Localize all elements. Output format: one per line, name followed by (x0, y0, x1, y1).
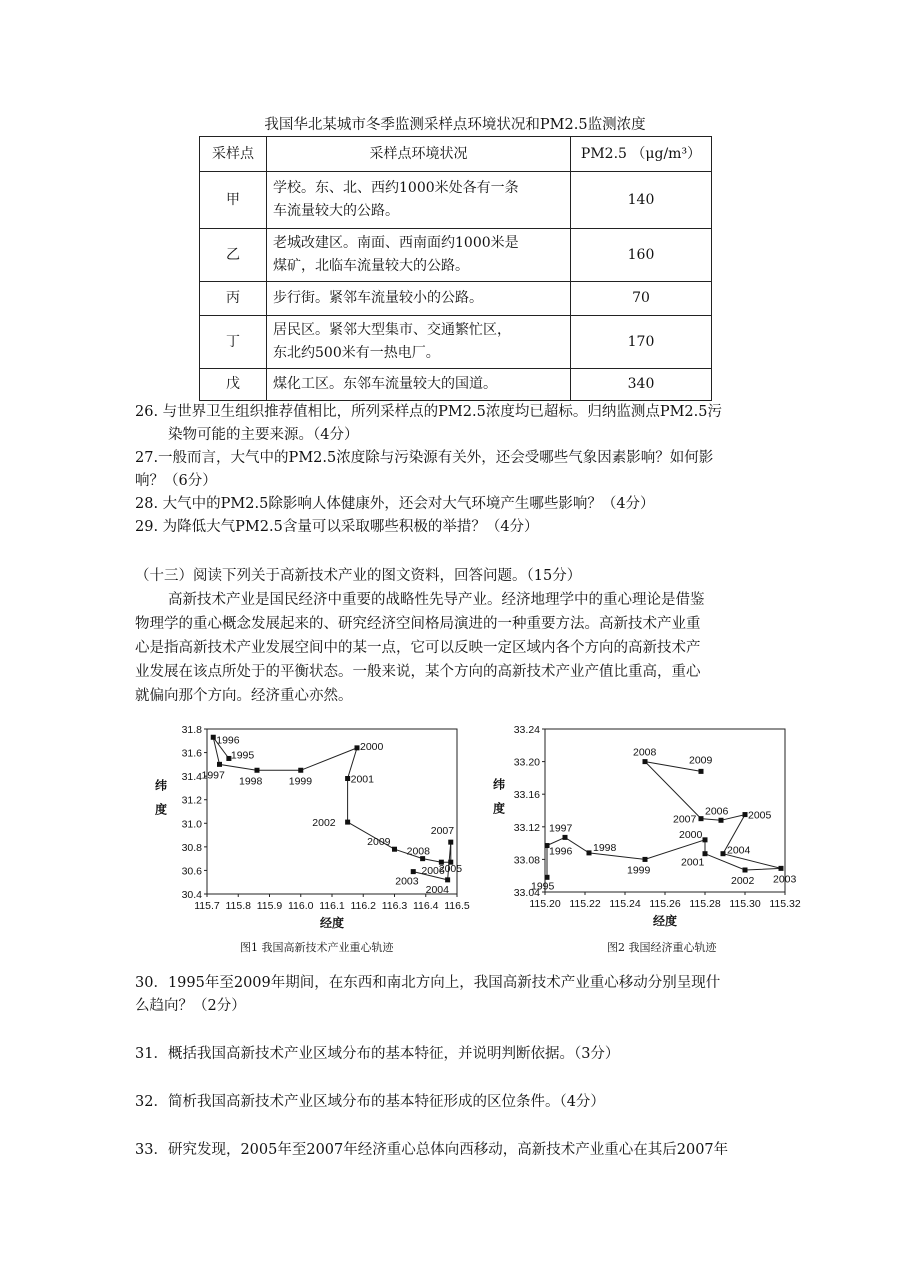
pm-cell: 70 (571, 282, 712, 316)
point-label: 1996 (216, 734, 240, 747)
data-point (345, 776, 350, 781)
question-30-cont: 么趋向？（2分） (135, 998, 246, 1014)
data-point (743, 867, 748, 872)
env-cell (267, 316, 571, 369)
y-tick-label: 33.04 (513, 887, 540, 899)
x-tick-label: 115.28 (689, 898, 721, 910)
table-row (200, 369, 712, 401)
point-label: 2002 (731, 874, 755, 887)
paragraph-line: 业发展在该点所处于的平衡状态。一般来说，某个方向的高新技术产业产值比重高，重心 (135, 664, 701, 680)
env-line: 居民区。紧邻大型集市、交通繁忙区， (273, 322, 511, 338)
y-axis-title: 度 (154, 802, 168, 817)
y-tick-label: 33.20 (513, 756, 540, 769)
point-label: 2003 (395, 875, 419, 888)
x-tick-label: 116.0 (288, 900, 314, 912)
data-point (643, 857, 648, 862)
chart2-caption: 图2 我国经济重心轨迹 (607, 941, 717, 954)
data-point (587, 850, 592, 855)
site-cell: 丙 (200, 282, 267, 316)
question-30: 30．1995年至2009年期间，在东西和南北方向上，我国高新技术产业重心移动分别呈现什 (135, 975, 721, 991)
question-33: 33．研究发现，2005年至2007年经济重心总体向西移动，高新技术产业重心在其后2007年 (135, 1142, 729, 1158)
data-point (699, 769, 704, 774)
data-point (743, 812, 748, 817)
y-tick-label: 33.08 (513, 854, 540, 867)
y-tick-label: 33.16 (513, 789, 540, 802)
x-tick-label: 115.26 (649, 898, 681, 910)
question-27-cont: 响？（6分） (135, 473, 217, 489)
table-row (200, 282, 712, 316)
paragraph-line: 心是指高新技术产业发展空间中的某一点，它可以反映一定区域内各个方向的高新技术产 (135, 640, 701, 656)
pm-cell: 140 (571, 172, 712, 229)
question-29: 29. 为降低大气PM2.5含量可以采取哪些积极的举措？（4分） (135, 519, 539, 535)
question-26-cont: 染物可能的主要来源。（4分） (168, 427, 359, 443)
pm-cell: 170 (571, 316, 712, 369)
data-point (355, 745, 360, 750)
chart1-caption: 图1 我国高新技术产业重心轨迹 (240, 941, 394, 954)
data-point (699, 816, 704, 821)
pm25-table (199, 136, 712, 401)
point-label: 1995 (230, 749, 255, 762)
data-point (703, 851, 708, 856)
point-label: 2006 (705, 805, 729, 818)
data-point (643, 759, 648, 764)
question-32: 32．简析我国高新技术产业区域分布的基本特征形成的区位条件。（4分） (135, 1094, 605, 1110)
point-label: 2004 (425, 883, 449, 896)
data-point (217, 762, 222, 767)
trajectory-line (547, 762, 781, 878)
table-row (200, 172, 712, 229)
data-point (345, 820, 350, 825)
point-label: 1997 (201, 769, 225, 782)
env-line: 煤矿，北临车流量较大的公路。 (273, 258, 469, 274)
point-label: 2000 (679, 828, 703, 841)
x-tick-label: 116.1 (319, 900, 345, 912)
y-tick-label: 31.4 (181, 771, 202, 784)
data-point (448, 840, 453, 845)
x-tick-label: 115.22 (569, 898, 601, 910)
y-tick-label: 31.8 (181, 724, 202, 736)
x-axis-title: 经度 (652, 914, 678, 928)
point-label: 1999 (627, 864, 651, 877)
data-point (719, 818, 724, 823)
site-cell: 甲 (200, 172, 267, 229)
chart-economic-center (485, 720, 801, 928)
x-tick-label: 115.7 (194, 900, 220, 912)
point-label: 2008 (633, 746, 657, 759)
site-cell: 丁 (200, 316, 267, 369)
data-point (779, 866, 784, 871)
y-tick-label: 30.4 (181, 889, 202, 901)
site-cell: 乙 (200, 229, 267, 282)
env-cell (267, 282, 571, 316)
y-tick-label: 33.24 (513, 724, 540, 736)
table-row (200, 229, 712, 282)
env-line: 车流量较大的公路。 (273, 203, 399, 219)
point-label: 2008 (406, 845, 430, 858)
x-tick-label: 115.9 (256, 900, 283, 912)
env-cell (267, 172, 571, 229)
point-label: 1996 (549, 845, 573, 858)
env-line: 东北约500米有一热电厂。 (273, 345, 440, 361)
table-caption: 我国华北某城市冬季监测采样点环境状况和PM2.5监测浓度 (264, 117, 646, 133)
point-label: 2001 (681, 856, 705, 869)
y-axis-title: 纬 (154, 778, 168, 793)
point-label: 1998 (239, 775, 263, 788)
x-tick-label: 115.8 (225, 900, 251, 912)
chart-hightech-center (150, 720, 470, 930)
point-label: 1995 (531, 880, 555, 893)
x-tick-label: 115.32 (769, 898, 801, 910)
data-point (255, 768, 260, 773)
x-axis-title: 经度 (319, 916, 345, 930)
y-tick-label: 30.8 (181, 841, 202, 854)
x-tick-label: 116.5 (444, 900, 470, 912)
x-tick-label: 115.30 (729, 898, 761, 910)
point-label: 2003 (773, 873, 797, 886)
paragraph-line: 物理学的重心概念发展起来的、研究经济空间格局演进的一种重要方法。高新技术产业重 (135, 616, 701, 632)
y-tick-label: 33.12 (513, 821, 540, 834)
header-pm: PM2.5 （μg/m³） (571, 137, 712, 172)
x-tick-label: 115.20 (529, 898, 561, 910)
point-label: 2009 (689, 754, 713, 767)
point-label: 2009 (367, 836, 391, 849)
y-axis-title: 度 (492, 801, 506, 816)
table-header-row (200, 137, 712, 172)
data-point (721, 851, 726, 856)
env-cell (267, 229, 571, 282)
point-label: 1998 (593, 841, 617, 854)
env-cell (267, 369, 571, 401)
x-tick-label: 116.4 (413, 900, 439, 912)
point-label: 2006 (421, 865, 445, 878)
data-point (392, 847, 397, 852)
header-env: 采样点环境状况 (267, 137, 571, 172)
paragraph-line: 高新技术产业是国民经济中重要的战略性先导产业。经济地理学中的重心理论是借鉴 (168, 592, 705, 608)
point-label: 1999 (288, 775, 313, 788)
point-label: 2007 (430, 825, 455, 838)
x-tick-label: 115.24 (609, 898, 641, 910)
header-site: 采样点 (200, 137, 267, 172)
point-label: 1997 (549, 822, 573, 835)
y-axis-title: 纬 (492, 777, 506, 792)
point-label: 2001 (350, 773, 374, 786)
question-28: 28. 大气中的PM2.5除影响人体健康外，还会对大气环境产生哪些影响？（4分） (135, 496, 655, 512)
env-line: 老城改建区。南面、西南面约1000米是 (273, 235, 519, 251)
site-cell: 戊 (200, 369, 267, 401)
pm-cell: 340 (571, 369, 712, 401)
data-point (545, 875, 550, 880)
y-tick-label: 31.2 (181, 794, 202, 807)
x-tick-label: 116.3 (381, 900, 408, 912)
point-label: 2002 (312, 817, 336, 830)
y-tick-label: 30.6 (181, 865, 202, 878)
y-tick-label: 31.6 (181, 747, 202, 760)
env-line: 步行街。紧邻车流量较小的公路。 (273, 290, 483, 306)
env-line: 煤化工区。东邻车流量较大的国道。 (273, 376, 497, 392)
env-line: 学校。东、北、西约1000米处各有一条 (273, 180, 519, 196)
question-26: 26. 与世界卫生组织推荐值相比，所列采样点的PM2.5浓度均已超标。归纳监测点PM2.5污 (135, 404, 722, 420)
point-label: 2004 (727, 844, 751, 857)
point-label: 2007 (673, 813, 697, 826)
data-point (445, 877, 450, 882)
data-point (211, 735, 216, 740)
table-row (200, 316, 712, 369)
point-label: 2005 (438, 863, 463, 876)
data-point (563, 835, 568, 840)
data-point (411, 869, 416, 874)
y-tick-label: 31.0 (181, 818, 202, 831)
data-point (703, 837, 708, 842)
question-27: 27.一般而言，大气中的PM2.5浓度除与污染源有关外，还会受哪些气象因素影响？如何影 (135, 450, 714, 466)
point-label: 2005 (748, 809, 772, 822)
data-point (298, 768, 303, 773)
question-31: 31．概括我国高新技术产业区域分布的基本特征，并说明判断依据。（3分） (135, 1046, 620, 1062)
section-13-heading: （十三）阅读下列关于高新技术产业的图文资料，回答问题。（15分） (135, 568, 582, 584)
pm-cell: 160 (571, 229, 712, 282)
paragraph-line: 就偏向那个方向。经济重心亦然。 (135, 688, 353, 704)
x-tick-label: 116.2 (350, 900, 376, 912)
point-label: 2000 (360, 740, 384, 753)
